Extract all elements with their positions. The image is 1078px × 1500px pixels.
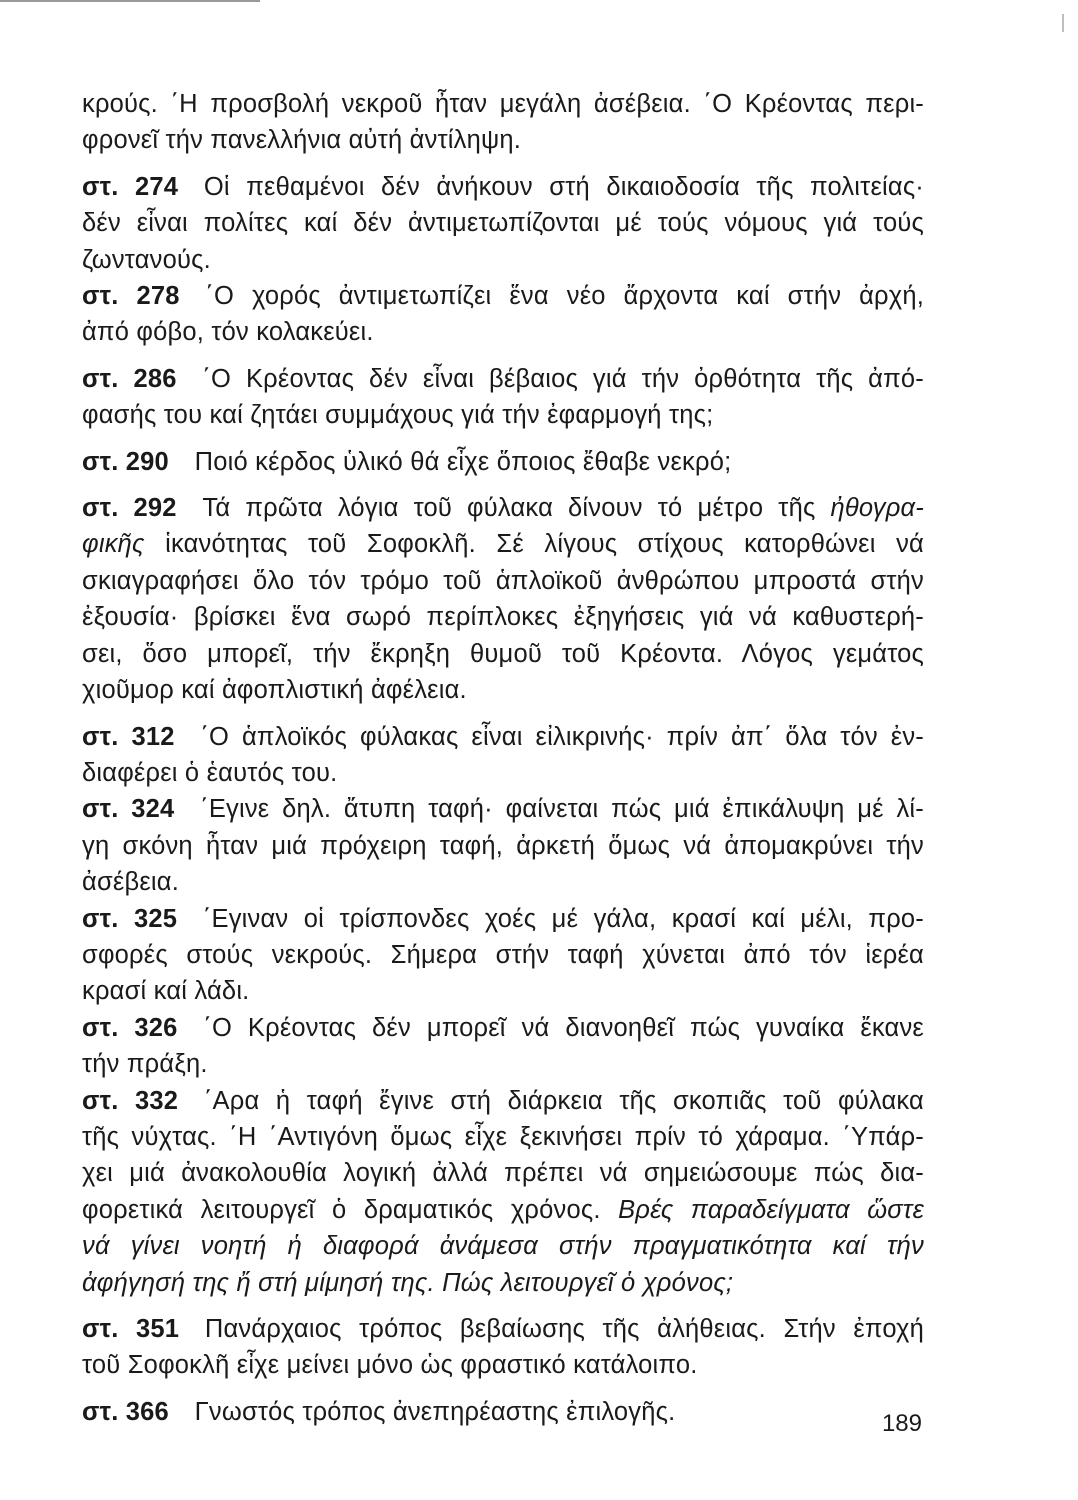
verse-note-line (82, 719, 924, 755)
page-body (82, 86, 924, 1430)
line-text: ζωντανούς. (82, 245, 211, 274)
line-text: Πανάρχαιος τρόπος βεβαίωσης τῆς ἀλήθειας. Στήν ἐποχή (204, 1315, 924, 1343)
line-text: ΄Ο Κρέοντας δέν μπορεῖ νά διανοηθεῖ πώς γυναίκα ἔκανε (203, 1013, 924, 1042)
text-line (82, 563, 924, 599)
verse-note-line (82, 1311, 924, 1347)
line-text: Γνωστός τρόπος ἀνεπηρέαστης ἐπιλογῆς. (194, 1397, 676, 1426)
verse-note-line (82, 361, 924, 397)
line-text: τοῦ Σοφοκλῆ εἶχε μείνει μόνο ὡς φραστικό κατάλοιπο. (82, 1351, 698, 1380)
line-text: χιοῦμορ καί ἀφοπλιστική ἀφέλεια. (82, 676, 467, 705)
line-text: χει μιά ἀνακολουθία λογική ἀλλά πρέπει νά σημειώσουμε πώς δια- (82, 1159, 924, 1188)
line-text: ἀσέβεια. (82, 868, 179, 897)
verse-note-line (82, 1010, 924, 1046)
verse-reference: στ. 326 (82, 1013, 178, 1042)
scan-edge-line (0, 0, 260, 2)
line-text: φορετικά λειτουργεῖ ὁ δραματικός χρόνος. (82, 1195, 619, 1224)
line-text: τῆς νύχτας. ΄Η ΄Αντιγόνη ὅμως εἶχε ξεκινήσει πρίν τό χάραμα. ΄Υπάρ- (82, 1122, 924, 1151)
text-line (82, 397, 924, 433)
entry-gap (82, 351, 924, 361)
text-line (82, 314, 924, 350)
line-text: δέν εἶναι πολίτες καί δέν ἀντιμετωπίζονται μέ τούς νόμους γιά τούς (82, 209, 924, 238)
verse-reference: στ. 324 (82, 795, 175, 824)
verse-note-line (82, 1083, 924, 1119)
verse-reference: στ. 325 (82, 904, 178, 933)
page-number: 189 (881, 1410, 922, 1437)
text-line (82, 973, 924, 1009)
italic-text: ἀφήγησή της ἤ στή μίμησή της. Πώς λειτουργεῖ ὁ χρόνος; (82, 1268, 734, 1297)
verse-reference: στ. 278 (82, 282, 180, 311)
text-line (82, 636, 924, 672)
verse-reference: στ. 332 (82, 1086, 179, 1115)
verse-reference: στ. 286 (82, 364, 177, 393)
line-text: ΄Εγιναν οἱ τρίσπονδες χοές μέ γάλα, κρασί καί μέλι, προ- (202, 904, 924, 933)
verse-reference: στ. 274 (82, 172, 179, 201)
line-text: φρονεῖ τήν πανελλήνια αὐτή ἀντίληψη. (82, 126, 522, 155)
text-line (82, 1046, 924, 1082)
text-line (82, 599, 924, 635)
line-text: ἱκανότητας τοῦ Σοφοκλῆ. Σέ λίγους στίχους κατορθώνει νά (144, 530, 924, 559)
italic-text: φικῆς (82, 530, 145, 559)
verse-note-line (82, 444, 924, 480)
text-line (82, 864, 924, 900)
text-line (82, 86, 924, 122)
line-text: Τά πρῶτα λόγια τοῦ φύλακα δίνουν τό μέτρο τῆς (202, 494, 831, 523)
line-text: σει, ὅσο μπορεῖ, τήν ἔκρηξη θυμοῦ τοῦ Κρέοντα. Λόγος γεμάτος (82, 639, 924, 668)
line-text: Οἱ πεθαμένοι δέν ἀνήκουν στή δικαιοδοσία τῆς πολιτείας· (203, 172, 925, 201)
text-line (82, 672, 924, 708)
verse-reference: στ. 366 (82, 1397, 169, 1426)
text-line (82, 242, 924, 278)
verse-reference: στ. 351 (82, 1315, 180, 1343)
line-text: τήν πράξη. (82, 1050, 208, 1079)
line-text: ΄Ο χορός ἀντιμετωπίζει ἕνα νέο ἄρχοντα καί στήν ἀρχή, (205, 282, 924, 311)
line-text: σφορές στούς νεκρούς. Σήμερα στήν ταφή χύνεται ἀπό τόν ἱερέα (82, 940, 924, 969)
verse-reference: στ. 290 (82, 447, 169, 476)
verse-note-line (82, 791, 924, 827)
text-line (82, 122, 924, 158)
verse-reference: στ. 292 (82, 494, 177, 523)
text-line (82, 1228, 924, 1264)
italic-text: νά γίνει νοητή ἡ διαφορά ἀνάμεσα στήν πραγματικότητα καί τήν (82, 1232, 924, 1261)
line-text: κρασί καί λάδι. (82, 977, 250, 1006)
text-line (82, 205, 924, 241)
text-line (82, 1347, 924, 1383)
italic-text: Βρές παραδείγματα ὥστε (618, 1195, 924, 1224)
entry-gap (82, 480, 924, 490)
verse-note-line (82, 169, 924, 205)
line-text: σκιαγραφήσει ὅλο τόν τρόμο τοῦ ἁπλοϊκοῦ ἀνθρώπου μπροστά στήν (82, 566, 924, 595)
verse-reference: στ. 312 (82, 722, 175, 751)
line-text: ΄Ο ἁπλοϊκός φύλακας εἶναι εἰλικρινής· πρίν ἀπ΄ ὅλα τόν ἐν- (200, 722, 924, 751)
verse-note-line (82, 1394, 924, 1430)
line-text: ΄Αρα ἡ ταφή ἔγινε στή διάρκεια τῆς σκοπιᾶς τοῦ φύλακα (203, 1086, 924, 1115)
line-text: Ποιό κέρδος ὑλικό θά εἶχε ὅποιος ἔθαβε νεκρό; (194, 447, 732, 476)
text-line (82, 1192, 924, 1228)
text-line (82, 1119, 924, 1155)
entry-gap (82, 1384, 924, 1394)
entry-gap (82, 1301, 924, 1311)
entry-gap (82, 159, 924, 169)
text-line (82, 526, 924, 562)
line-text: διαφέρει ὁ ἑαυτός του. (82, 758, 338, 787)
text-line (82, 1265, 924, 1301)
text-line (82, 1155, 924, 1191)
text-line (82, 755, 924, 791)
verse-note-line (82, 901, 924, 937)
text-line (82, 828, 924, 864)
line-text: ἀπό φόβο, τόν κολακεύει. (82, 318, 374, 347)
line-text: γη σκόνη ἦταν μιά πρόχειρη ταφή, ἀρκετή ὅμως νά ἀπομακρύνει τήν (82, 831, 924, 860)
verse-note-line (82, 490, 924, 526)
line-text: κρούς. ΄Η προσβολή νεκροῦ ἦταν μεγάλη ἀσέβεια. ΄Ο Κρέοντας περι- (82, 90, 924, 118)
line-text: ἐξουσία· βρίσκει ἕνα σωρό περίπλοκες ἐξηγήσεις γιά νά καθυστερή- (82, 603, 924, 632)
entry-gap (82, 434, 924, 444)
entry-gap (82, 709, 924, 719)
line-text: ΄Εγινε δηλ. ἄτυπη ταφή· φαίνεται πώς μιά ἐπικάλυψη μέ λί- (200, 795, 924, 824)
italic-text: ἠθογρα- (830, 494, 924, 523)
text-line (82, 937, 924, 973)
scan-mark (1062, 14, 1064, 32)
verse-note-line (82, 278, 924, 314)
line-text: φασής του καί ζητάει συμμάχους γιά τήν ἐφαρμογή της; (82, 401, 714, 430)
line-text: ΄Ο Κρέοντας δέν εἶναι βέβαιος γιά τήν ὀρθότητα τῆς ἀπό- (202, 364, 924, 393)
